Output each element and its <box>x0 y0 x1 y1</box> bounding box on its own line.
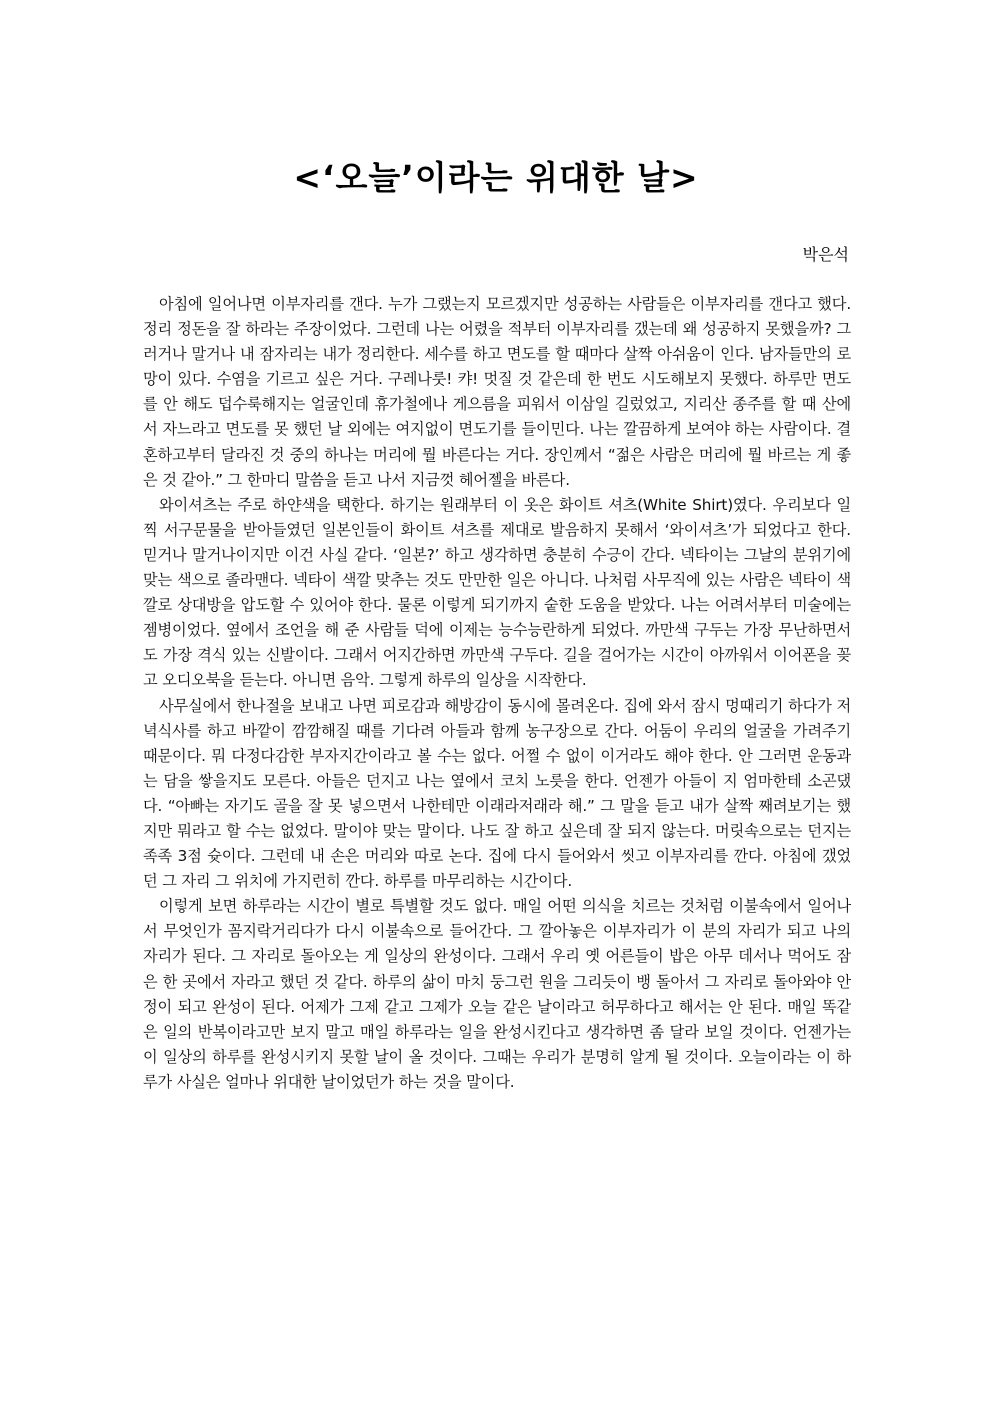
paragraph: 사무실에서 한나절을 보내고 나면 피로감과 해방감이 동시에 몰려온다. 집에 와서 잠시 멍때리기 하다가 저녁식사를 하고 바깥이 깜깜해질 때를 기다려 아들과 함께 농구장으로 간다. 어둠이 우리의 얼굴을 가려주기 때문이다. 뭐 다정다감한 부자지간이라고 볼 수는 없다. 어쩔 수 없이 이거라도 해야 한다. 안 그러면 운동과는 담을 쌓을지도 모른다. 아들은 던지고 나는 옆에서 코치 노릇을 한다. 언젠가 아들이 지 엄마한테 소곤댔다. “아빠는 자기도 골을 잘 못 넣으면서 나한테만 이래라저래라 해.” 그 말을 듣고 내가 살짝 째려보기는 했지만 뭐라고 할 수는 없었다. 말이야 맞는 말이다. 나도 잘 하고 싶은데 잘 되지 않는다. 머릿속으로는 던지는 족족 3점 슛이다. 그런데 내 손은 머리와 따로 논다. 집에 다시 들어와서 씻고 이부자리를 깐다. 아침에 갰었던 그 자리 그 위치에 가지런히 깐다. 하루를 마무리하는 시간이다. <box>143 696 851 891</box>
paragraph: 이렇게 보면 하루라는 시간이 별로 특별할 것도 없다. 매일 어떤 의식을 치르는 것처럼 이불속에서 일어나서 무엇인가 꼼지락거리다가 다시 이불속으로 들어간다. 그 깔아놓은 이부자리가 이 분의 자리가 되고 나의 자리가 된다. 그 자리로 돌아오는 게 일상의 완성이다. 그래서 우리 옛 어른들이 밥은 아무 데서나 먹어도 잠은 한 곳에서 자라고 했던 것 같다. 하루의 삶이 마치 둥그런 원을 그리듯이 뱅 돌아서 그 자리로 돌아와야 안정이 되고 완성이 된다. 어제가 그제 같고 그제가 오늘 같은 날이라고 허무하다고 해서는 안 된다. 매일 똑같은 일의 반복이라고만 보지 말고 매일 하루라는 일을 완성시킨다고 생각하면 좀 달라 보일 것이다. 언젠가는 이 일상의 하루를 완성시키지 못할 날이 올 것이다. 그때는 우리가 분명히 알게 될 것이다. 오늘이라는 이 하루가 사실은 얼마나 위대한 날이었던가 하는 것을 말이다. <box>143 897 851 1091</box>
essay-body <box>143 292 851 1095</box>
author-name: 박은석 <box>802 245 849 264</box>
page-title: <‘오늘’이라는 위대한 날> <box>293 158 699 197</box>
paragraph: 아침에 일어나면 이부자리를 갠다. 누가 그랬는지 모르겠지만 성공하는 사람들은 이부자리를 갠다고 했다. 정리 정돈을 잘 하라는 주장이었다. 그런데 나는 어렸을 적부터 이부자리를 갰는데 왜 성공하지 못했을까? 그러거나 말거나 내 잠자리는 내가 정리한다. 세수를 하고 면도를 할 때마다 살짝 아쉬움이 인다. 남자들만의 로망이 있다. 수염을 기르고 싶은 거다. 구레나룻! 캬! 멋질 것 같은데 한 번도 시도해보지 못했다. 하루만 면도를 안 해도 덥수룩해지는 얼굴인데 휴가철에나 게으름을 피워서 이삼일 길렀었고, 지리산 종주를 할 때 산에서 자느라고 면도를 못 했던 날 외에는 여지없이 면도기를 들이민다. 나는 깔끔하게 보여야 하는 사람이다. 결혼하고부터 달라진 것 중의 하나는 머리에 뭘 바른다는 거다. 장인께서 “젊은 사람은 머리에 뭘 바르는 게 좋은 것 같아.” 그 한마디 말씀을 듣고 나서 지금껏 헤어젤을 바른다. <box>143 295 851 489</box>
paragraph: 와이셔츠는 주로 하얀색을 택한다. 하기는 원래부터 이 옷은 화이트 셔츠(White Shirt)였다. 우리보다 일찍 서구문물을 받아들였던 일본인들이 화이트 셔츠를 제대로 발음하지 못해서 ‘와이셔츠’가 되었다고 한다. 믿거나 말거나이지만 이건 사실 같다. ‘일본?’ 하고 생각하면 충분히 수긍이 간다. 넥타이는 그날의 분위기에 맞는 색으로 졸라맨다. 넥타이 색깔 맞추는 것도 만만한 일은 아니다. 나처럼 사무직에 있는 사람은 넥타이 색깔로 상대방을 압도할 수 있어야 한다. 물론 이렇게 되기까지 숱한 도움을 받았다. 나는 어려서부터 미술에는 젬병이었다. 옆에서 조언을 해 준 사람들 덕에 이제는 능수능란하게 되었다. 까만색 구두는 가장 무난하면서도 가장 격식 있는 신발이다. 그래서 어지간하면 까만색 구두다. 길을 걸어가는 시간이 아까워서 이어폰을 꽂고 오디오북을 듣는다. 아니면 음악. 그렇게 하루의 일상을 시작한다. <box>143 495 851 690</box>
